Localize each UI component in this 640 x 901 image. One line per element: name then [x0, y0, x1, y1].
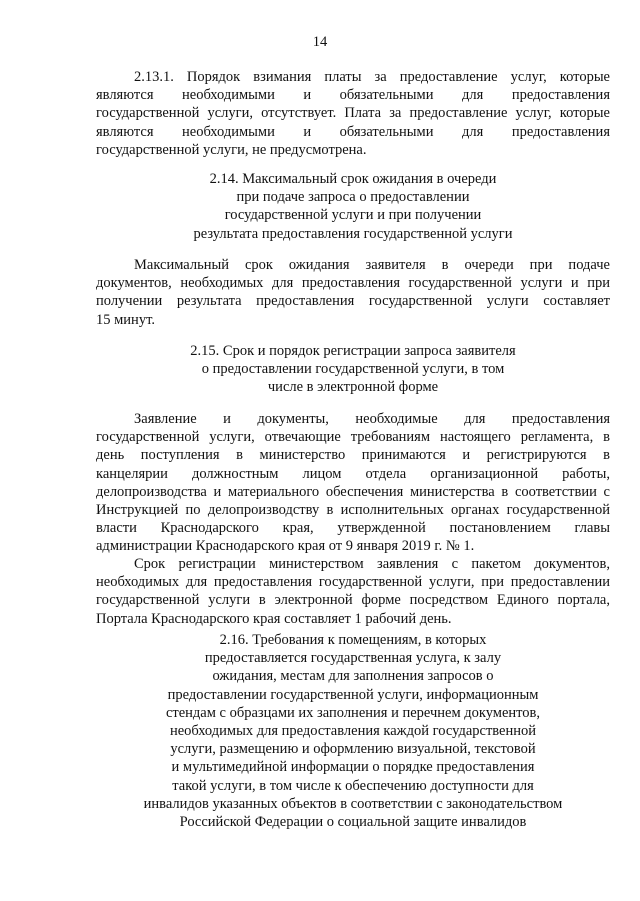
- paragraph-line: Портала Краснодарского края составляет 1 рабочий день.: [96, 610, 452, 627]
- paragraph-2-15-a: [96, 410, 610, 556]
- heading-line: Российской Федерации о социальной защите инвалидов: [179, 814, 527, 831]
- paragraph-line: Максимальный срок ожидания заявителя в очереди при подаче: [134, 257, 610, 273]
- heading-line: результата предоставления государственной услуги: [193, 225, 513, 242]
- paragraph-line: документов, необходимых для предоставления государственной услуги и при: [96, 275, 610, 292]
- paragraph-line: необходимых для предоставления государственной услуги, при предоставлении: [96, 574, 610, 591]
- heading-2-15: [96, 342, 610, 397]
- paragraph-line: Заявление и документы, необходимые для предоставления: [134, 411, 610, 427]
- paragraph-line: 15 минут.: [96, 311, 155, 328]
- heading-line: необходимых для предоставления каждой государственной: [169, 723, 537, 740]
- paragraph-line: государственной услуги в электронной форме посредством Единого портала,: [96, 592, 610, 609]
- paragraph-line: власти Краснодарского края, утвержденной постановлением главы: [96, 520, 610, 537]
- paragraph-line: Срок регистрации министерством заявления с пакетом документов,: [134, 556, 610, 572]
- heading-line: предоставлении государственной услуги, информационным: [167, 686, 539, 703]
- paragraph-line: администрации Краснодарского края от 9 января 2019 г. № 1.: [96, 538, 475, 555]
- heading-line: предоставляется государственная услуга, к залу: [204, 650, 502, 667]
- paragraph-line: день поступления в министерство принимаются и регистрируются в: [96, 447, 610, 464]
- paragraph-2-13-1: [96, 68, 610, 159]
- heading-line: такой услуги, в том числе к обеспечению доступности для: [172, 777, 534, 794]
- paragraph-line: делопроизводства и материального обеспечения министерства в соответствии с: [96, 483, 610, 500]
- heading-line: 2.16. Требования к помещениям, в которых: [219, 632, 487, 648]
- paragraph-line: государственной услуги, отвечающие требованиям настоящего регламента, в: [96, 429, 610, 446]
- heading-line: инвалидов указанных объектов в соответствии с законодательством: [143, 795, 563, 812]
- heading-2-14: [96, 170, 610, 243]
- heading-line: 2.14. Максимальный срок ожидания в очереди: [209, 171, 497, 187]
- paragraph-line: являются необходимыми и обязательными для предоставления: [96, 123, 610, 140]
- heading-2-16: [96, 631, 610, 831]
- heading-line: и мультимедийной информации о порядке предоставления: [171, 759, 535, 776]
- paragraph-2-15-b: [96, 555, 610, 628]
- paragraph-line: Инструкцией по делопроизводству в исполнительных органах государственной: [96, 502, 610, 519]
- paragraph-2-14: [96, 256, 610, 329]
- heading-line: числе в электронной форме: [267, 379, 439, 396]
- heading-line: 2.15. Срок и порядок регистрации запроса заявителя: [190, 343, 516, 359]
- heading-line: ожидания, местам для заполнения запросов о: [212, 668, 494, 685]
- paragraph-line: 2.13.1. Порядок взимания платы за предоставление услуг, которые: [134, 69, 610, 85]
- paragraph-line: государственной услуги, отсутствует. Плата за предоставление услуг, которые: [96, 105, 610, 122]
- paragraph-line: канцелярии должностным лицом отдела организационной работы,: [96, 465, 610, 482]
- paragraph-line: государственной услуги, не предусмотрена.: [96, 141, 367, 158]
- heading-line: при подаче запроса о предоставлении: [236, 189, 470, 206]
- heading-line: о предоставлении государственной услуги, в том: [201, 361, 505, 378]
- paragraph-line: получении результата предоставления государственной услуги составляет: [96, 293, 610, 310]
- heading-line: стендам с образцами их заполнения и перечнем документов,: [165, 704, 541, 721]
- heading-line: государственной услуги и при получении: [224, 207, 482, 224]
- heading-line: услуги, размещению и оформлению визуальной, текстовой: [170, 741, 536, 758]
- page-number: 14: [312, 34, 328, 50]
- paragraph-line: являются необходимыми и обязательными для предоставления: [96, 87, 610, 104]
